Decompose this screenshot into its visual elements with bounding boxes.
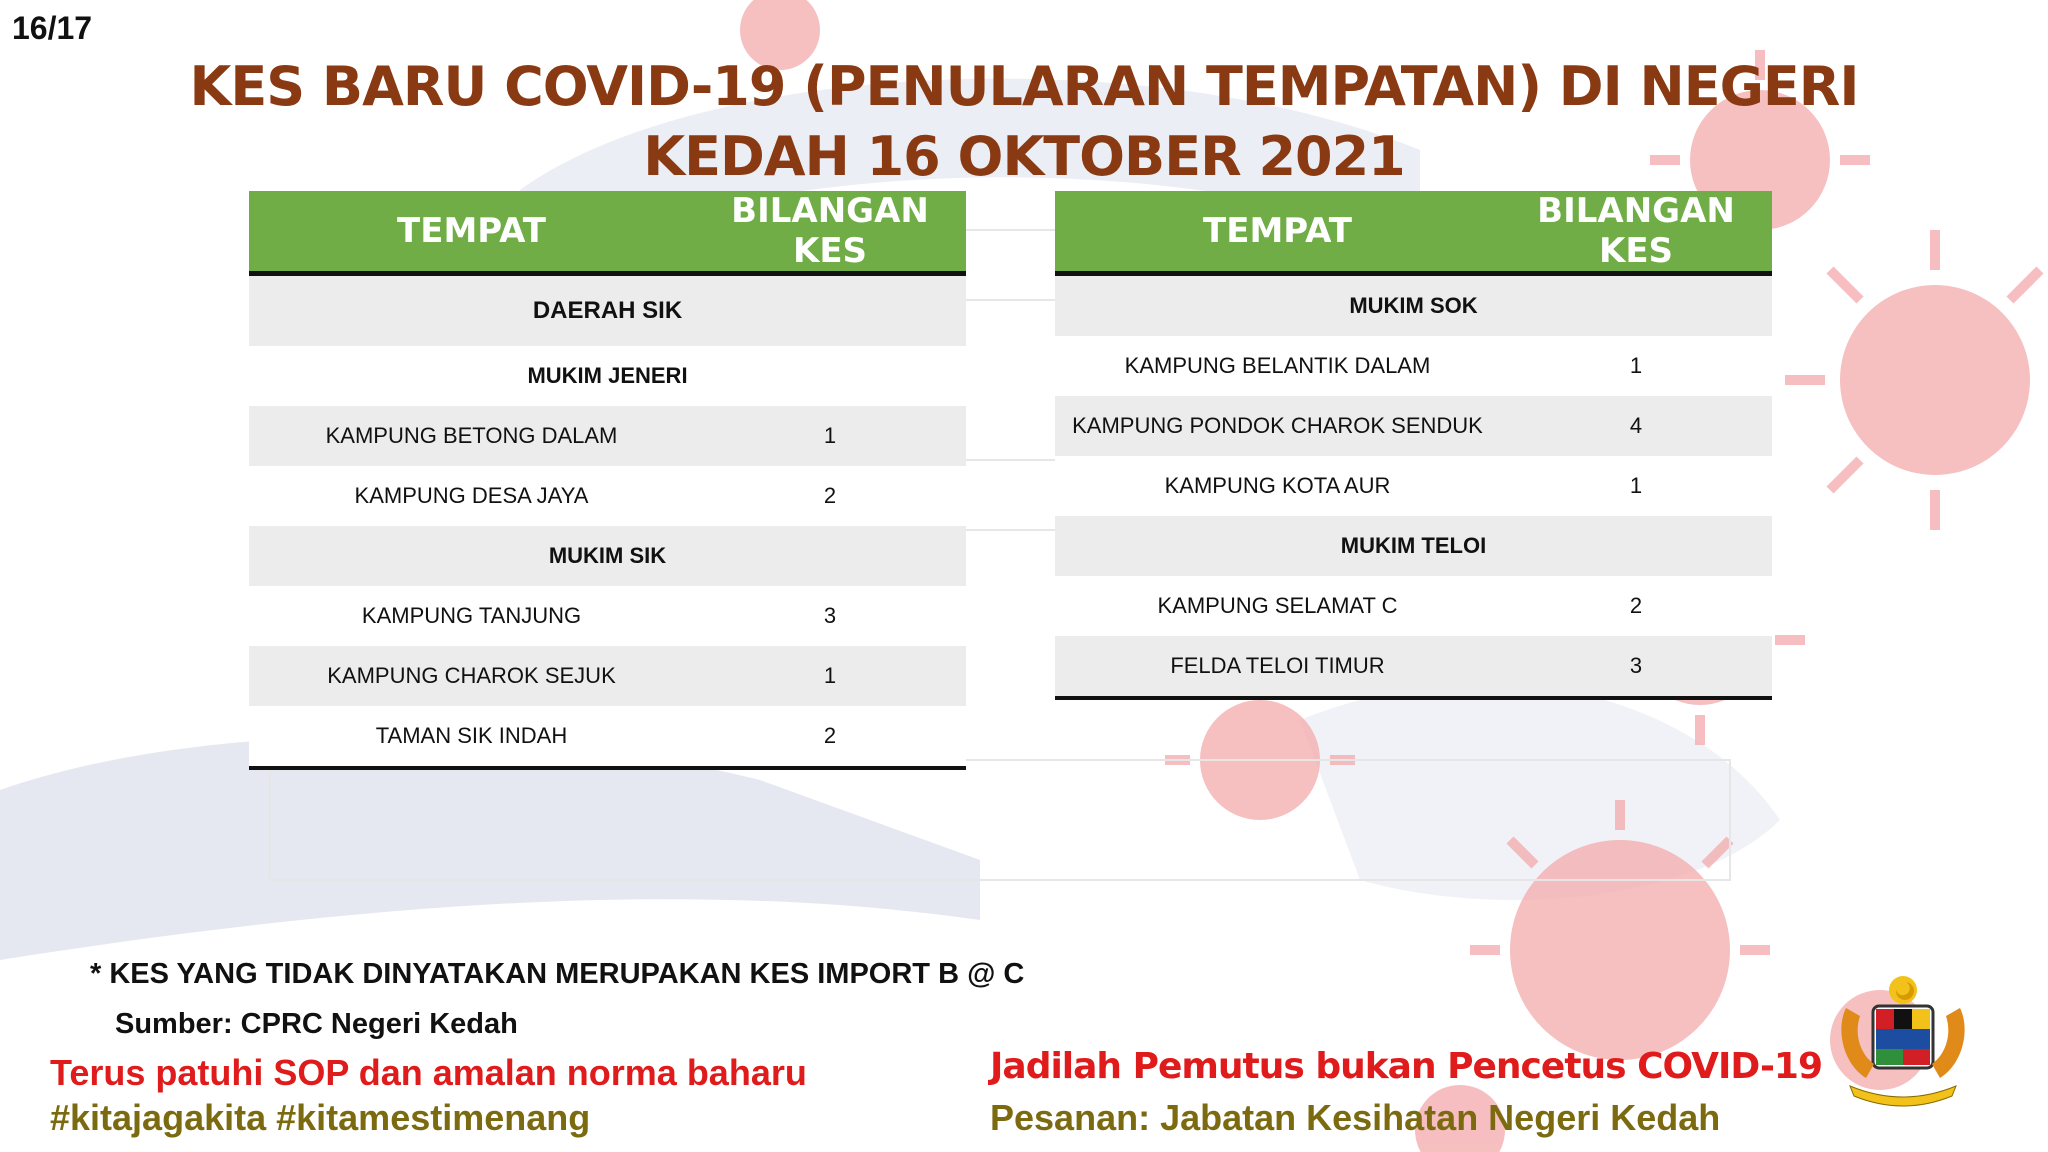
mukim-name: MUKIM SIK [249, 526, 966, 586]
header-count: BILANGAN KES [694, 191, 966, 274]
table-row [249, 466, 966, 526]
place-cell: TAMAN SIK INDAH [249, 706, 694, 768]
mukim-name: MUKIM TELOI [1055, 516, 1772, 576]
place-cell: KAMPUNG PONDOK CHAROK SENDUK [1055, 396, 1500, 456]
mukim-row [249, 526, 966, 586]
mukim-row [1055, 274, 1772, 337]
place-cell: FELDA TELOI TIMUR [1055, 636, 1500, 698]
count-cell: 1 [694, 646, 966, 706]
place-cell: KAMPUNG BELANTIK DALAM [1055, 336, 1500, 396]
count-cell: 2 [1500, 576, 1772, 636]
page-number: 16/17 [12, 10, 93, 46]
count-cell: 1 [1500, 456, 1772, 516]
table-row [249, 586, 966, 646]
table-row [1055, 576, 1772, 636]
page-title [150, 52, 1898, 192]
hashtags: #kitajagakita #kitamestimenang [50, 1097, 591, 1138]
table-header [1055, 191, 1772, 274]
table-row [249, 406, 966, 466]
coat-of-arms-icon [1828, 968, 1978, 1118]
title-line-2: KEDAH 16 OKTOBER 2021 [643, 125, 1405, 188]
place-cell: KAMPUNG CHAROK SEJUK [249, 646, 694, 706]
table-row [249, 646, 966, 706]
mukim-row [249, 346, 966, 406]
count-cell: 2 [694, 466, 966, 526]
count-cell: 1 [1500, 336, 1772, 396]
count-cell: 4 [1500, 396, 1772, 456]
place-cell: KAMPUNG SELAMAT C [1055, 576, 1500, 636]
header-place: TEMPAT [249, 191, 694, 274]
sop-reminder: Terus patuhi SOP dan amalan norma baharu [50, 1052, 807, 1093]
table-row [249, 706, 966, 768]
count-cell: 2 [694, 706, 966, 768]
table-row [1055, 336, 1772, 396]
source-text: Sumber: CPRC Negeri Kedah [115, 1008, 518, 1040]
place-cell: KAMPUNG BETONG DALAM [249, 406, 694, 466]
header-count: BILANGAN KES [1500, 191, 1772, 274]
place-cell: KAMPUNG TANJUNG [249, 586, 694, 646]
table-row [1055, 396, 1772, 456]
table-row [1055, 456, 1772, 516]
place-cell: KAMPUNG KOTA AUR [1055, 456, 1500, 516]
district-row [249, 274, 966, 347]
mukim-row [1055, 516, 1772, 576]
mukim-name: MUKIM SOK [1055, 274, 1772, 337]
header-place: TEMPAT [1055, 191, 1500, 274]
table-row [1055, 636, 1772, 698]
import-case-note: * KES YANG TIDAK DINYATAKAN MERUPAKAN KES IMPORT B @ C [90, 958, 1025, 990]
count-cell: 1 [694, 406, 966, 466]
district-name: DAERAH SIK [249, 274, 966, 347]
place-cell: KAMPUNG DESA JAYA [249, 466, 694, 526]
mukim-name: MUKIM JENERI [249, 346, 966, 406]
message-credit: Pesanan: Jabatan Kesihatan Negeri Kedah [990, 1097, 1721, 1138]
slogan: Jadilah Pemutus bukan Pencetus COVID-19 [990, 1046, 1823, 1087]
count-cell: 3 [1500, 636, 1772, 698]
cases-table-right [1055, 191, 1772, 700]
table-header [249, 191, 966, 274]
title-line-1: KES BARU COVID-19 (PENULARAN TEMPATAN) DI NEGERI [189, 55, 1859, 118]
count-cell: 3 [694, 586, 966, 646]
cases-table-left [249, 191, 966, 770]
